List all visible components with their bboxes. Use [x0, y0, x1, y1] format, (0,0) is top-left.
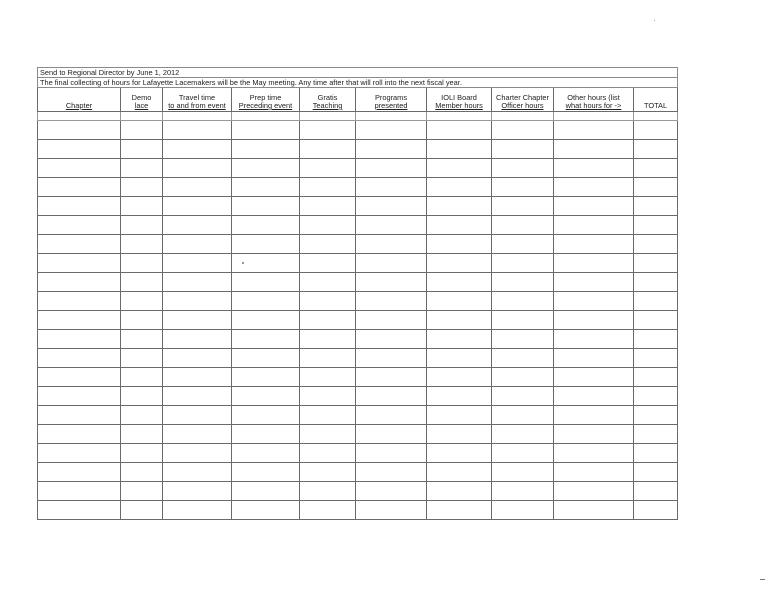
cell-demo-lace[interactable]	[121, 368, 163, 387]
cell-total[interactable]	[634, 121, 678, 140]
cell-travel-time[interactable]	[163, 121, 232, 140]
cell-chapter[interactable]	[38, 368, 121, 387]
cell-other-hours[interactable]	[554, 254, 634, 273]
cell-prep-time[interactable]	[232, 216, 300, 235]
table-row	[38, 311, 678, 330]
scan-speck	[654, 20, 655, 21]
cell-other-hours[interactable]	[554, 330, 634, 349]
cell-programs-presented[interactable]	[356, 121, 427, 140]
cell-travel-time[interactable]	[163, 292, 232, 311]
cell-chapter[interactable]	[38, 140, 121, 159]
cell-total[interactable]	[634, 425, 678, 444]
cell-travel-time[interactable]	[163, 387, 232, 406]
cell-prep-time[interactable]	[232, 311, 300, 330]
table-row	[38, 235, 678, 254]
cell-total[interactable]	[634, 197, 678, 216]
cell-chapter[interactable]	[38, 444, 121, 463]
cell-prep-time[interactable]	[232, 482, 300, 501]
cell-charter-chapter[interactable]	[492, 311, 554, 330]
cell-charter-chapter[interactable]	[492, 444, 554, 463]
cell-programs-presented[interactable]	[356, 406, 427, 425]
cell-other-hours[interactable]	[554, 387, 634, 406]
header-chapter: Chapter	[38, 88, 121, 112]
cell-ioli-board[interactable]	[427, 368, 492, 387]
cell-other-hours[interactable]	[554, 368, 634, 387]
cell-prep-time[interactable]	[232, 444, 300, 463]
cell-other-hours[interactable]	[554, 349, 634, 368]
cell-demo-lace[interactable]	[121, 482, 163, 501]
table-row	[38, 216, 678, 235]
cell-programs-presented[interactable]	[356, 501, 427, 520]
cell-demo-lace[interactable]	[121, 330, 163, 349]
cell-gratis-teaching[interactable]	[300, 254, 356, 273]
scan-speck	[760, 579, 765, 580]
cell-programs-presented[interactable]	[356, 368, 427, 387]
cell-programs-presented[interactable]	[356, 140, 427, 159]
cell-ioli-board[interactable]	[427, 292, 492, 311]
cell-travel-time[interactable]	[163, 216, 232, 235]
cell-ioli-board[interactable]	[427, 159, 492, 178]
cell-total[interactable]	[634, 254, 678, 273]
cell-chapter[interactable]	[38, 121, 121, 140]
header-ioli-board: IOLI Board Member hours	[427, 88, 492, 112]
cell-total[interactable]	[634, 216, 678, 235]
scan-speck	[242, 262, 244, 264]
cell-total[interactable]	[634, 406, 678, 425]
collection-note-row	[38, 78, 678, 88]
cell-charter-chapter[interactable]	[492, 159, 554, 178]
cell-prep-time[interactable]	[232, 178, 300, 197]
cell-travel-time[interactable]	[163, 330, 232, 349]
cell-demo-lace[interactable]	[121, 463, 163, 482]
table-row	[38, 197, 678, 216]
cell-chapter[interactable]	[38, 463, 121, 482]
cell-demo-lace[interactable]	[121, 501, 163, 520]
table-row	[38, 140, 678, 159]
cell-prep-time[interactable]	[232, 140, 300, 159]
table-row	[38, 349, 678, 368]
cell-demo-lace[interactable]	[121, 406, 163, 425]
cell-chapter[interactable]	[38, 292, 121, 311]
cell-programs-presented[interactable]	[356, 292, 427, 311]
cell-gratis-teaching[interactable]	[300, 349, 356, 368]
cell-travel-time[interactable]	[163, 159, 232, 178]
table-row	[38, 387, 678, 406]
table-row	[38, 406, 678, 425]
cell-travel-time[interactable]	[163, 140, 232, 159]
cell-gratis-teaching[interactable]	[300, 501, 356, 520]
cell-other-hours[interactable]	[554, 501, 634, 520]
cell-programs-presented[interactable]	[356, 482, 427, 501]
deadline-note-blank	[232, 68, 678, 78]
cell-total[interactable]	[634, 178, 678, 197]
cell-chapter[interactable]	[38, 425, 121, 444]
table-row	[38, 178, 678, 197]
cell-other-hours[interactable]	[554, 463, 634, 482]
cell-gratis-teaching[interactable]	[300, 292, 356, 311]
cell-chapter[interactable]	[38, 216, 121, 235]
cell-other-hours[interactable]	[554, 273, 634, 292]
cell-other-hours[interactable]	[554, 425, 634, 444]
cell-charter-chapter[interactable]	[492, 501, 554, 520]
cell-gratis-teaching[interactable]	[300, 159, 356, 178]
cell-gratis-teaching[interactable]	[300, 406, 356, 425]
cell-other-hours[interactable]	[554, 159, 634, 178]
cell-prep-time[interactable]	[232, 425, 300, 444]
cell-demo-lace[interactable]	[121, 121, 163, 140]
cell-charter-chapter[interactable]	[492, 368, 554, 387]
cell-charter-chapter[interactable]	[492, 482, 554, 501]
cell-charter-chapter[interactable]	[492, 178, 554, 197]
cell-ioli-board[interactable]	[427, 425, 492, 444]
cell-chapter[interactable]	[38, 330, 121, 349]
cell-travel-time[interactable]	[163, 406, 232, 425]
table-row	[38, 501, 678, 520]
cell-demo-lace[interactable]	[121, 349, 163, 368]
cell-prep-time[interactable]	[232, 197, 300, 216]
cell-ioli-board[interactable]	[427, 330, 492, 349]
deadline-note-row	[38, 68, 678, 78]
header-spacer-row	[38, 112, 678, 121]
cell-total[interactable]	[634, 387, 678, 406]
cell-other-hours[interactable]	[554, 406, 634, 425]
cell-ioli-board[interactable]	[427, 387, 492, 406]
table-row	[38, 482, 678, 501]
cell-total[interactable]	[634, 292, 678, 311]
cell-chapter[interactable]	[38, 311, 121, 330]
cell-prep-time[interactable]	[232, 463, 300, 482]
cell-travel-time[interactable]	[163, 254, 232, 273]
cell-demo-lace[interactable]	[121, 235, 163, 254]
cell-ioli-board[interactable]	[427, 254, 492, 273]
cell-other-hours[interactable]	[554, 178, 634, 197]
cell-ioli-board[interactable]	[427, 273, 492, 292]
cell-ioli-board[interactable]	[427, 482, 492, 501]
cell-ioli-board[interactable]	[427, 197, 492, 216]
cell-total[interactable]	[634, 368, 678, 387]
cell-chapter[interactable]	[38, 254, 121, 273]
cell-gratis-teaching[interactable]	[300, 121, 356, 140]
cell-chapter[interactable]	[38, 501, 121, 520]
cell-travel-time[interactable]	[163, 197, 232, 216]
cell-total[interactable]	[634, 463, 678, 482]
cell-other-hours[interactable]	[554, 216, 634, 235]
cell-ioli-board[interactable]	[427, 140, 492, 159]
cell-programs-presented[interactable]	[356, 273, 427, 292]
cell-charter-chapter[interactable]	[492, 197, 554, 216]
collection-note: The final collecting of hours for Lafayette Lacemakers will be the May meeting. Any time after that will roll into the next fiscal year.	[38, 78, 678, 88]
cell-chapter[interactable]	[38, 406, 121, 425]
table-row	[38, 330, 678, 349]
cell-travel-time[interactable]	[163, 178, 232, 197]
cell-charter-chapter[interactable]	[492, 273, 554, 292]
cell-prep-time[interactable]	[232, 235, 300, 254]
cell-total[interactable]	[634, 482, 678, 501]
cell-other-hours[interactable]	[554, 292, 634, 311]
cell-chapter[interactable]	[38, 273, 121, 292]
cell-chapter[interactable]	[38, 235, 121, 254]
header-prep-time: Prep time Preceding event	[232, 88, 300, 112]
cell-travel-time[interactable]	[163, 349, 232, 368]
cell-chapter[interactable]	[38, 178, 121, 197]
cell-ioli-board[interactable]	[427, 121, 492, 140]
cell-charter-chapter[interactable]	[492, 406, 554, 425]
cell-prep-time[interactable]	[232, 292, 300, 311]
cell-gratis-teaching[interactable]	[300, 482, 356, 501]
cell-charter-chapter[interactable]	[492, 387, 554, 406]
header-programs-presented: Programs presented	[356, 88, 427, 112]
cell-other-hours[interactable]	[554, 121, 634, 140]
cell-travel-time[interactable]	[163, 425, 232, 444]
cell-ioli-board[interactable]	[427, 216, 492, 235]
cell-programs-presented[interactable]	[356, 197, 427, 216]
table-row	[38, 254, 678, 273]
cell-prep-time[interactable]	[232, 330, 300, 349]
cell-chapter[interactable]	[38, 159, 121, 178]
cell-total[interactable]	[634, 235, 678, 254]
cell-total[interactable]	[634, 311, 678, 330]
cell-demo-lace[interactable]	[121, 387, 163, 406]
cell-ioli-board[interactable]	[427, 444, 492, 463]
cell-programs-presented[interactable]	[356, 444, 427, 463]
cell-chapter[interactable]	[38, 387, 121, 406]
cell-programs-presented[interactable]	[356, 216, 427, 235]
cell-other-hours[interactable]	[554, 235, 634, 254]
table-row	[38, 273, 678, 292]
cell-prep-time[interactable]	[232, 501, 300, 520]
cell-gratis-teaching[interactable]	[300, 197, 356, 216]
table-row	[38, 425, 678, 444]
cell-ioli-board[interactable]	[427, 235, 492, 254]
cell-total[interactable]	[634, 349, 678, 368]
cell-gratis-teaching[interactable]	[300, 463, 356, 482]
cell-travel-time[interactable]	[163, 273, 232, 292]
cell-charter-chapter[interactable]	[492, 349, 554, 368]
cell-total[interactable]	[634, 273, 678, 292]
table-row	[38, 463, 678, 482]
cell-ioli-board[interactable]	[427, 178, 492, 197]
cell-programs-presented[interactable]	[356, 235, 427, 254]
hours-report-sheet	[37, 67, 678, 520]
cell-prep-time[interactable]	[232, 387, 300, 406]
cell-ioli-board[interactable]	[427, 501, 492, 520]
cell-ioli-board[interactable]	[427, 311, 492, 330]
cell-programs-presented[interactable]	[356, 159, 427, 178]
cell-prep-time[interactable]	[232, 121, 300, 140]
cell-gratis-teaching[interactable]	[300, 178, 356, 197]
cell-prep-time[interactable]	[232, 273, 300, 292]
cell-gratis-teaching[interactable]	[300, 387, 356, 406]
cell-demo-lace[interactable]	[121, 178, 163, 197]
cell-gratis-teaching[interactable]	[300, 444, 356, 463]
cell-total[interactable]	[634, 444, 678, 463]
cell-charter-chapter[interactable]	[492, 254, 554, 273]
cell-gratis-teaching[interactable]	[300, 235, 356, 254]
header-travel-time: Travel time to and from event	[163, 88, 232, 112]
cell-total[interactable]	[634, 159, 678, 178]
cell-other-hours[interactable]	[554, 140, 634, 159]
header-demo-lace: Demo lace	[121, 88, 163, 112]
cell-demo-lace[interactable]	[121, 311, 163, 330]
cell-gratis-teaching[interactable]	[300, 216, 356, 235]
cell-gratis-teaching[interactable]	[300, 330, 356, 349]
cell-demo-lace[interactable]	[121, 444, 163, 463]
cell-chapter[interactable]	[38, 197, 121, 216]
cell-programs-presented[interactable]	[356, 178, 427, 197]
cell-gratis-teaching[interactable]	[300, 311, 356, 330]
cell-travel-time[interactable]	[163, 368, 232, 387]
cell-chapter[interactable]	[38, 349, 121, 368]
cell-programs-presented[interactable]	[356, 349, 427, 368]
cell-gratis-teaching[interactable]	[300, 368, 356, 387]
cell-total[interactable]	[634, 330, 678, 349]
column-header-row	[38, 88, 678, 112]
deadline-note: Send to Regional Director by June 1, 2012	[38, 68, 232, 78]
header-other-hours: Other hours (list what hours for ->	[554, 88, 634, 112]
cell-charter-chapter[interactable]	[492, 292, 554, 311]
cell-gratis-teaching[interactable]	[300, 140, 356, 159]
header-total: TOTAL	[634, 88, 678, 112]
table-row	[38, 159, 678, 178]
cell-travel-time[interactable]	[163, 235, 232, 254]
table-row	[38, 368, 678, 387]
cell-demo-lace[interactable]	[121, 159, 163, 178]
cell-charter-chapter[interactable]	[492, 140, 554, 159]
cell-charter-chapter[interactable]	[492, 235, 554, 254]
cell-prep-time[interactable]	[232, 159, 300, 178]
cell-programs-presented[interactable]	[356, 463, 427, 482]
cell-programs-presented[interactable]	[356, 311, 427, 330]
cell-travel-time[interactable]	[163, 463, 232, 482]
cell-chapter[interactable]	[38, 482, 121, 501]
cell-demo-lace[interactable]	[121, 273, 163, 292]
cell-charter-chapter[interactable]	[492, 425, 554, 444]
cell-travel-time[interactable]	[163, 444, 232, 463]
cell-total[interactable]	[634, 140, 678, 159]
cell-demo-lace[interactable]	[121, 425, 163, 444]
cell-demo-lace[interactable]	[121, 197, 163, 216]
cell-gratis-teaching[interactable]	[300, 425, 356, 444]
cell-programs-presented[interactable]	[356, 425, 427, 444]
table-row	[38, 444, 678, 463]
header-charter-chapter: Charter Chapter Officer hours	[492, 88, 554, 112]
cell-demo-lace[interactable]	[121, 216, 163, 235]
cell-ioli-board[interactable]	[427, 406, 492, 425]
cell-travel-time[interactable]	[163, 501, 232, 520]
cell-prep-time[interactable]	[232, 368, 300, 387]
cell-charter-chapter[interactable]	[492, 121, 554, 140]
cell-other-hours[interactable]	[554, 197, 634, 216]
cell-gratis-teaching[interactable]	[300, 273, 356, 292]
cell-programs-presented[interactable]	[356, 254, 427, 273]
cell-charter-chapter[interactable]	[492, 463, 554, 482]
cell-charter-chapter[interactable]	[492, 216, 554, 235]
table-row	[38, 121, 678, 140]
cell-demo-lace[interactable]	[121, 292, 163, 311]
cell-travel-time[interactable]	[163, 311, 232, 330]
cell-programs-presented[interactable]	[356, 330, 427, 349]
cell-ioli-board[interactable]	[427, 463, 492, 482]
cell-travel-time[interactable]	[163, 482, 232, 501]
cell-other-hours[interactable]	[554, 482, 634, 501]
cell-prep-time[interactable]	[232, 406, 300, 425]
cell-total[interactable]	[634, 501, 678, 520]
header-gratis-teaching: Gratis Teaching	[300, 88, 356, 112]
cell-ioli-board[interactable]	[427, 349, 492, 368]
cell-prep-time[interactable]	[232, 349, 300, 368]
table-row	[38, 292, 678, 311]
cell-other-hours[interactable]	[554, 311, 634, 330]
cell-programs-presented[interactable]	[356, 387, 427, 406]
cell-demo-lace[interactable]	[121, 140, 163, 159]
cell-demo-lace[interactable]	[121, 254, 163, 273]
cell-charter-chapter[interactable]	[492, 330, 554, 349]
cell-other-hours[interactable]	[554, 444, 634, 463]
